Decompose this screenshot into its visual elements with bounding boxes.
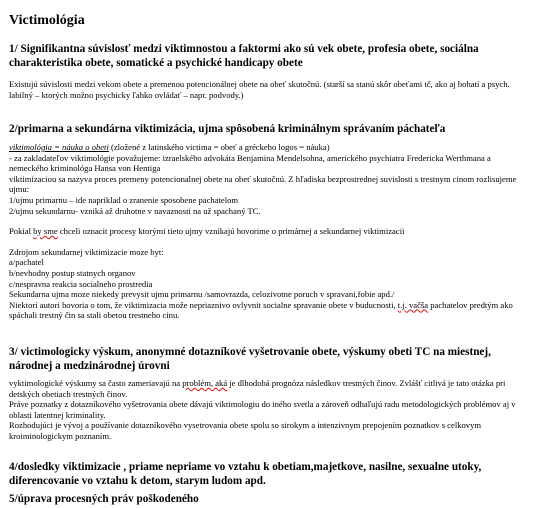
- p1-part-c: je dlhodobá prognóza následkov trestných činov. Zvlášť citlivá je tato otázka pri detských obetiach trestných činov.: [9, 378, 506, 399]
- section-2-heading: 2/primarna a sekundárna viktimizácia, ujma spôsobená kriminálnym správaním páchateľa: [9, 123, 446, 135]
- section-4: [9, 460, 528, 488]
- section-5: [9, 492, 528, 506]
- section-3-p3: Rozhodujúci je vývoj a používanie dotazníkového vysetrovania obete spolu so sirokym a intenzivnym prepojením poznatkov s celkovym kroiminologickym poznaním.: [9, 420, 482, 441]
- section-3-p1: [9, 378, 528, 399]
- section-2-line-1: - za zakladateľov viktimológie považujeme: izraelského advokáta Benjamina Mendelsohna, amerického psychiatra Fredericka Werthmana a nemeckého kriminológa Hansa von Hentiga: [9, 152, 491, 174]
- document-title: Victimológia: [9, 13, 85, 28]
- niektori-part-b: t.j. vačša: [397, 299, 429, 310]
- pokial-part-a: Pokial: [9, 226, 34, 237]
- zdroj-line-4: c/nespravna reakcia socialneho prostredia: [9, 278, 153, 289]
- pokial-part-b: by sme: [33, 226, 58, 237]
- definition-rest: (zložené z latinského victima = obeť a gréckeho logos = náuka): [108, 142, 330, 152]
- section-5-heading: 5/úprava procesných práv poškodeného: [9, 493, 199, 505]
- section-2-niektori: [9, 300, 528, 321]
- section-2-line-4: 2/ujmu sekundarnu- vzniká až druhotne v navaznosti na už spachaný TC.: [9, 205, 261, 216]
- section-2-line-3: 1/ujmu primarnu – ide napriklad o zranenie sposobene pachatelom: [9, 194, 239, 205]
- zdroj-line-2: a/pachatel: [9, 257, 44, 268]
- niektori-part-a: Niektorí autori hovoria o tom, že viktimizacia može nepriaznivo ovlyvnit socialne spravanie obete v buducnosti,: [9, 299, 398, 310]
- definition-term: viktimológia = náuka o obeti: [9, 142, 109, 152]
- section-2-pokial: [9, 226, 528, 237]
- section-4-heading: 4/dosledky viktimizacie , priame nepriame vo vztahu k obetiam,majetkove, nasilne, sexualne utoky, diferencovanie vo vztahu k detom, starym ludom apd.: [9, 461, 482, 487]
- zdroj-line-1: Zdrojom sekundarnej viktimizacie moze byt:: [9, 246, 164, 257]
- zdroj-line-3: b/nevhodny postup statnych organov: [9, 267, 136, 278]
- zdroj-line-5: Sekundarna ujma moze niekedy prevysit ujmu primarnu /samovrazda, celozivotne poruch v spravani,fobie apd./: [9, 289, 395, 300]
- section-1-text: Existujú súvislosti medzi vekom obete a premenou potencionálnej obete na obeť skutočnú. (starší sa stanú skôr obeťami tč, ako aj bohatí a psych. labilný – ktorých možno psychicky ľahko ovládať – napr. podvody.): [9, 79, 510, 100]
- pokial-part-c: chceli oznacit procesy ktorými tieto ujmy vznikajú hovorime o primárnej a sekundarnej viktimizacii: [57, 226, 405, 237]
- section-2-definition: [9, 142, 528, 153]
- p1-part-b: problém, aká: [182, 378, 228, 388]
- section-3-p2: Práve poznatky z dotazníkového vyšetrovania obete dávajú viktimologiu do iného svetla a zároveň odhaľujú radu metodologických problémov aj v oblasti latentnej kriminality.: [9, 399, 516, 420]
- section-2-line-2: viktimizaciou sa nazyva proces premeny potencionalnej obete na obeť skutočnú. Z hľadiska bezprostrednej suvislosti s trestnym cinom rozlisujeme ujmu:: [9, 173, 517, 195]
- section-2: [9, 122, 528, 321]
- section-1-heading: 1/ Signifikantna súvislosť medzi viktimnostou a faktormi ako sú vek obete, profesia obete, sociálna charakteristika obete, somatické a psychické handicapy obete: [9, 43, 479, 69]
- niektori-part-c: pachatelov predtým ako spáchali trestný čin sa stali obetou trestneho cinu.: [9, 299, 513, 321]
- p1-part-a: vyktimologické výskumy sa často zameriavajú na: [9, 378, 183, 388]
- section-3: [9, 345, 528, 442]
- section-3-heading: 3/ victimologicky výskum, anonymné dotazníkové vyšetrovanie obete, výskumy obeti TC na miestnej, národnej a medzinárodnej úrovni: [9, 346, 491, 372]
- section-1: [9, 42, 528, 100]
